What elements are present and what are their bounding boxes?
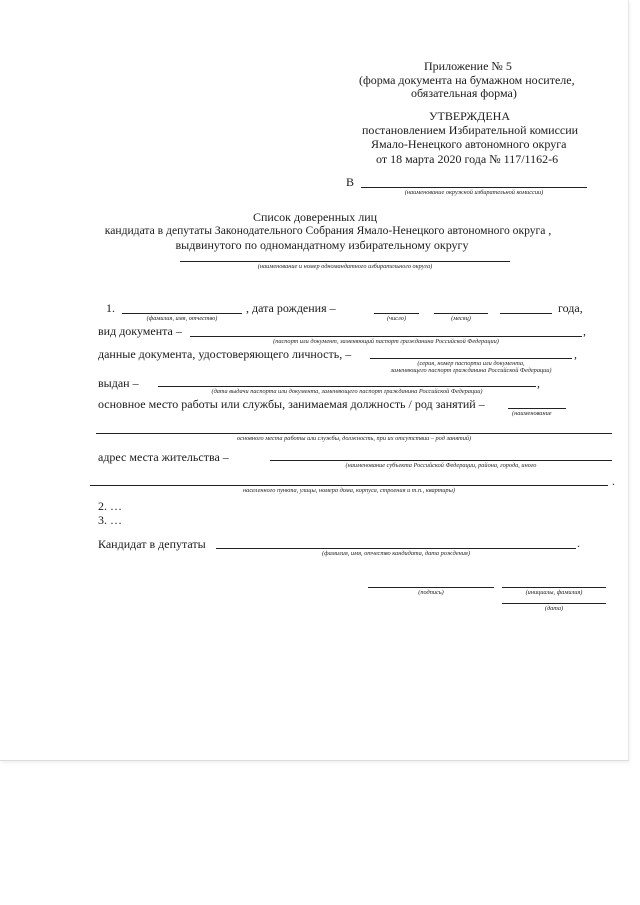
address-line-full <box>90 485 608 486</box>
work-caption: основного места работы или службы, должность, при их отсутствии – род занятий) <box>236 435 472 442</box>
signature-caption: (подпись) <box>418 589 444 596</box>
candidate-line <box>216 548 576 549</box>
doc-data-caption-1: (серия, номер паспорта или документа, <box>417 360 525 367</box>
issued-label: выдан – <box>98 376 139 390</box>
year-line <box>500 313 552 314</box>
work-line-full <box>96 433 612 434</box>
approved-heading: УТВЕРЖДЕНА <box>429 109 511 123</box>
district-line <box>180 261 510 262</box>
doc-data-label: данные документа, удостоверяющего личность, – <box>98 347 352 361</box>
doc-data-line <box>370 358 572 359</box>
fio-caption: (фамилия, имя, отчество) <box>146 315 218 322</box>
candidate-caption: (фамилия, имя, отчество кандидата, дата рождения) <box>322 550 470 557</box>
initials-caption: (инициалы, фамилия) <box>525 589 583 596</box>
candidate-label: Кандидат в депутаты <box>98 537 206 551</box>
addressee-caption: (наименование окружной избирательной комиссии) <box>404 189 544 196</box>
address-end: . <box>612 474 615 488</box>
decree-line-1: постановлением Избирательной комиссии <box>362 123 579 137</box>
year-label: года, <box>558 301 583 315</box>
entry-number: 1. <box>106 301 115 315</box>
work-label: основное место работы или службы, занимаемая должность / род занятий – <box>98 397 485 411</box>
month-caption: (месяц) <box>451 315 471 322</box>
date-caption: (дата) <box>544 605 564 612</box>
work-caption-start: (наименование <box>512 410 552 417</box>
list-title-line-2: кандидата в депутаты Законодательного Собрания Ямало-Ненецкого автономного округа , <box>104 224 552 237</box>
list-title: Список доверенных лиц <box>252 210 378 224</box>
decree-date: от 18 марта 2020 года № 117/1162-6 <box>376 152 559 166</box>
entry-3: 3. … <box>98 513 122 527</box>
list-title-line-3: выдвинутого по одномандатному избирательному округу <box>175 238 469 252</box>
decree-line-2: Ямало-Ненецкого автономного округа <box>371 137 567 151</box>
address-label: адрес места жительства – <box>98 450 229 464</box>
signature-line <box>368 587 494 588</box>
doc-type-label: вид документа – <box>98 324 182 338</box>
initials-line <box>502 587 606 588</box>
appendix-number: Приложение № 5 <box>424 59 512 73</box>
issued-line <box>158 386 536 387</box>
candidate-end: . <box>577 536 580 550</box>
addressee-line <box>361 187 587 188</box>
day-caption: (число) <box>386 315 407 322</box>
doc-type-end: , <box>583 324 586 338</box>
issued-end: , <box>537 376 540 390</box>
issued-caption: (дата выдачи паспорта или документа, заменяющего паспорт гражданина Российской Федерации) <box>211 388 483 395</box>
address-caption: населенного пункта, улицы, номера дома, корпуса, строения и т.п., квартиры) <box>243 487 455 494</box>
doc-type-line <box>190 336 582 337</box>
appendix-form-note: (форма документа на бумажном носителе, <box>359 73 575 87</box>
day-line <box>374 313 419 314</box>
birth-date-label: , дата рождения – <box>246 301 336 315</box>
district-caption: (наименование и номер одномандатного избирательного округа) <box>257 263 433 270</box>
doc-type-caption: (паспорт или документ, заменяющий паспорт гражданина Российской Федерации) <box>273 338 499 345</box>
address-caption-start: (наименование субъекта Российской Федерации, района, города, иного <box>345 462 537 469</box>
appendix-form-note-2: обязательная форма) <box>411 86 517 100</box>
fio-line <box>122 313 242 314</box>
doc-data-end: , <box>574 347 577 361</box>
work-line-short <box>508 408 566 409</box>
addressee-prefix: В <box>346 175 355 189</box>
date-line <box>502 603 606 604</box>
doc-data-caption-2: заменяющего паспорт гражданина Российской Федерации) <box>390 367 552 374</box>
address-line-short <box>270 460 612 461</box>
month-line <box>434 313 488 314</box>
entry-2: 2. … <box>98 499 122 513</box>
